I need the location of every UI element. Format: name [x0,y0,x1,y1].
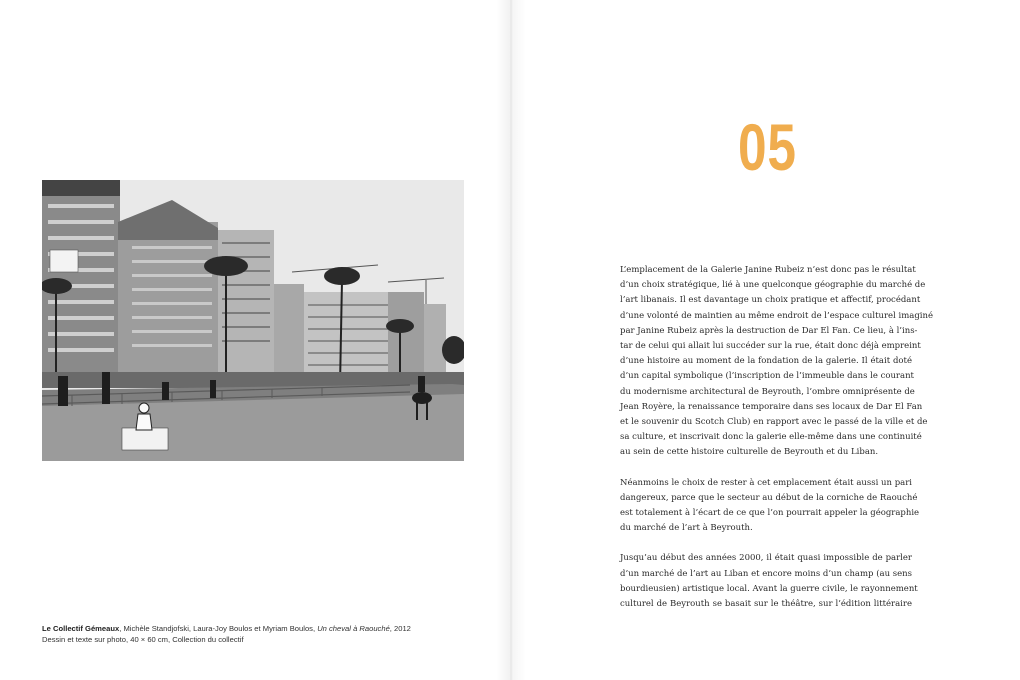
text-line: d’un marché de l’art au Liban et encore moins d’un champ (au sens [620,568,912,579]
text-line: Néanmoins le choix de rester à cet emplacement était aussi un pari [620,477,912,488]
text-line: tar de celui qui allait lui succéder sur la rue, était donc déjà empreint [620,341,921,352]
caption-names: , Michèle Standjofski, Laura-Joy Boulos et Myriam Boulos, [119,624,318,633]
text-line: d’une volonté de maintien au même endroit de l’espace culturel imaginé [620,310,933,321]
chapter-number: 05 [738,110,797,184]
text-line: culturel de Beyrouth se basait sur le théâtre, sur l’édition littéraire [620,599,912,610]
text-line: d’un choix stratégique, lié à une quelconque géographie du marché de [620,280,926,291]
text-line: et le souvenir du Scotch Club) en rapport avec le passé de la ville et de [620,417,928,428]
text-line: d’un capital symbolique (l’inscription de l’immeuble dans le courant [620,371,914,382]
text-line: d’une histoire au moment de la fondation de la galerie. Il était doté [620,356,912,367]
text-line: du modernisme architectural de Beyrouth, l’ombre omniprésente de [620,386,915,397]
page-gutter [496,0,526,680]
body-text [620,263,933,627]
caption-title: Un cheval à Raouché [317,624,390,633]
street-photo [42,180,464,461]
text-line: du marché de l’art à Beyrouth. [620,523,753,534]
photo-caption [42,624,472,645]
text-line: Jean Royère, la renaissance temporaire dans ses locaux de Dar El Fan [620,401,923,412]
paragraph [620,263,933,461]
right-page [510,0,1020,680]
paragraph [620,476,920,537]
text-line: au sein de cette histoire culturelle de Beyrouth et du Liban. [620,447,879,458]
caption-line-2: Dessin et texte sur photo, 40 × 60 cm, Collection du collectif [42,634,244,644]
text-line: par Janine Rubeiz après la destruction de Dar El Fan. Ce lieu, à l’ins- [620,325,918,336]
text-line: est totalement à l’écart de ce que l’on pourrait appeler la géographie [620,508,920,519]
text-line: sa culture, et inscrivait donc la galerie elle-même dans une continuité [620,432,922,443]
caption-author: Le Collectif Gémeaux [42,624,120,633]
caption-year: , 2012 [389,624,411,633]
text-line: bourdieusien) artistique local. Avant la guerre civile, le rayonnement [620,583,918,594]
text-line: L’emplacement de la Galerie Janine Rubeiz n’est donc pas le résultat [620,265,916,275]
caption-line-1 [42,624,472,635]
text-line: dangereux, parce que le secteur au début de la corniche de Raouché [620,492,918,503]
text-line: Jusqu’au début des années 2000, il était quasi impossible de parler [620,553,912,564]
text-line: l’art libanais. Il est davantage un choix pratique et affectif, procédant [620,295,921,306]
paragraph [620,551,918,612]
photo-illustration [42,180,464,461]
